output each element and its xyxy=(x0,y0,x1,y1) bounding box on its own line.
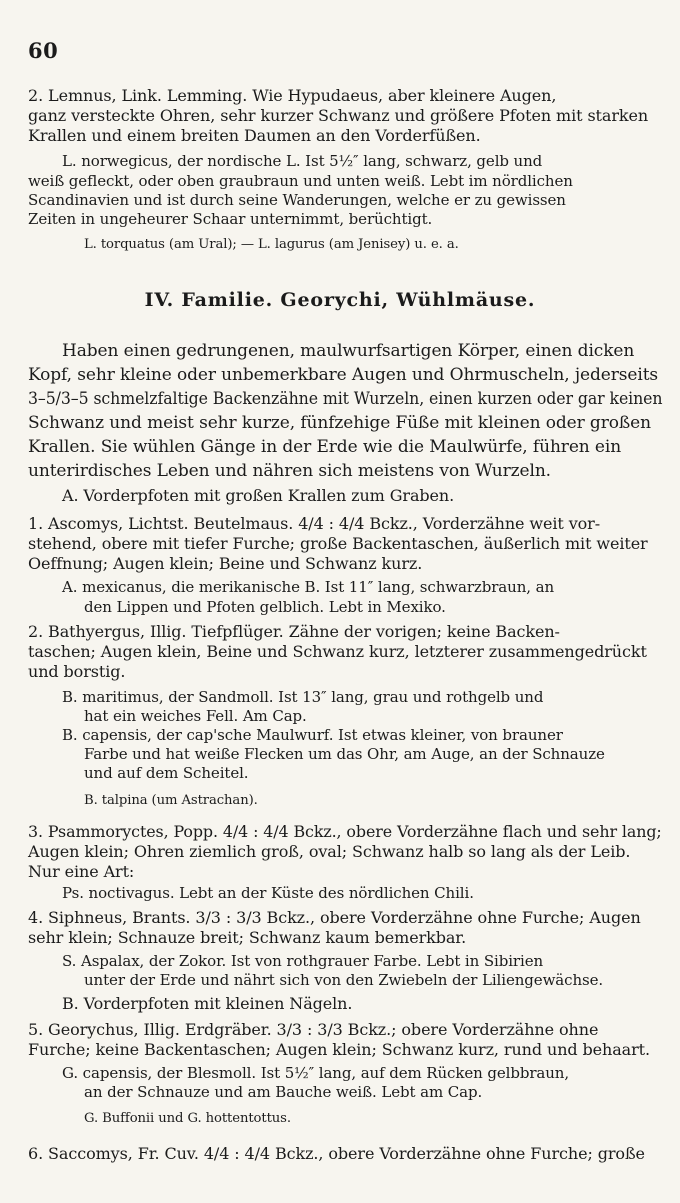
text-line: S. Aspalax, der Zokor. Ist von rothgrauer Farbe. Lebt in Sibirien xyxy=(62,952,544,970)
text-line: Scandinavien und ist durch seine Wanderungen, welche er zu gewissen xyxy=(28,191,566,209)
page-number: 60 xyxy=(28,38,59,63)
text-line: 3–5/3–5 schmelzfaltige Backenzähne mit Wurzeln, einen kurzen oder gar keinen xyxy=(28,389,663,409)
text-line: 5. Georychus, Illig. Erdgräber. 3/3 : 3/3 Bckz.; obere Vorderzähne ohne xyxy=(28,1020,599,1039)
text-line: Farbe und hat weiße Flecken um das Ohr, am Auge, an der Schnauze xyxy=(84,745,605,763)
text-line: Zeiten in ungeheurer Schaar unternimmt, berüchtigt. xyxy=(28,210,433,228)
text-line: ganz versteckte Ohren, sehr kurzer Schwanz und größere Pfoten mit starken xyxy=(28,106,649,125)
text-line: B. talpina (um Astrachan). xyxy=(84,793,258,808)
text-line: unterirdisches Leben und nähren sich meistens von Wurzeln. xyxy=(28,461,551,481)
text-line: weiß gefleckt, oder oben graubraun und unten weiß. Lebt im nördlichen xyxy=(28,172,573,190)
text-line: 1. Ascomys, Lichtst. Beutelmaus. 4/4 : 4/4 Bckz., Vorderzähne weit vor- xyxy=(28,514,601,533)
text-line: B. Vorderpfoten mit kleinen Nägeln. xyxy=(62,994,353,1013)
text-line: B. capensis, der cap'sche Maulwurf. Ist etwas kleiner, von brauner xyxy=(62,726,563,744)
text-line: unter der Erde und nährt sich von den Zwiebeln der Liliengewächse. xyxy=(84,971,604,989)
text-line: Ps. noctivagus. Lebt an der Küste des nördlichen Chili. xyxy=(62,884,474,902)
text-line: Kopf, sehr kleine oder unbemerkbare Augen und Ohrmuscheln, jederseits xyxy=(28,365,659,385)
text-line: A. Vorderpfoten mit großen Krallen zum Graben. xyxy=(62,486,455,505)
text-line: Augen klein; Ohren ziemlich groß, oval; Schwanz halb so lang als der Leib. xyxy=(28,842,631,861)
text-line: 3. Psammoryctes, Popp. 4/4 : 4/4 Bckz., obere Vorderzähne flach und sehr lang; xyxy=(28,822,662,841)
text-line: G. capensis, der Blesmoll. Ist 5½″ lang, auf dem Rücken gelbbraun, xyxy=(62,1064,570,1082)
text-line: taschen; Augen klein, Beine und Schwanz kurz, letzterer zusammengedrückt xyxy=(28,642,647,661)
text-line: Nur eine Art: xyxy=(28,862,135,881)
text-line: sehr klein; Schnauze breit; Schwanz kaum bemerkbar. xyxy=(28,928,467,947)
text-line: L. torquatus (am Ural); — L. lagurus (am Jenisey) u. e. a. xyxy=(84,237,459,252)
text-line: 4. Siphneus, Brants. 3/3 : 3/3 Bckz., obere Vorderzähne ohne Furche; Augen xyxy=(28,908,641,927)
text-line: 6. Saccomys, Fr. Cuv. 4/4 : 4/4 Bckz., obere Vorderzähne ohne Furche; große xyxy=(28,1144,645,1163)
text-line: stehend, obere mit tiefer Furche; große Backentaschen, äußerlich mit weiter xyxy=(28,534,648,553)
text-line: und auf dem Scheitel. xyxy=(84,764,249,782)
text-line: den Lippen und Pfoten gelblich. Lebt in Mexiko. xyxy=(84,598,446,616)
text-line: hat ein weiches Fell. Am Cap. xyxy=(84,707,307,725)
text-line: Krallen und einem breiten Daumen an den Vorderfüßen. xyxy=(28,126,481,145)
text-line: A. mexicanus, die merikanische B. Ist 11″ lang, schwarzbraun, an xyxy=(62,578,554,596)
text-line: B. maritimus, der Sandmoll. Ist 13″ lang, grau und rothgelb und xyxy=(62,688,544,706)
text-line: Oeffnung; Augen klein; Beine und Schwanz kurz. xyxy=(28,554,423,573)
text-line: Haben einen gedrungenen, maulwurfsartigen Körper, einen dicken xyxy=(62,341,635,361)
text-line: 2. Lemnus, Link. Lemming. Wie Hypudaeus, aber kleinere Augen, xyxy=(28,86,557,105)
text-line: 2. Bathyergus, Illig. Tiefpflüger. Zähne der vorigen; keine Backen- xyxy=(28,622,560,641)
text-line: Schwanz und meist sehr kurze, fünfzehige Füße mit kleinen oder großen xyxy=(28,413,651,433)
text-line: an der Schnauze und am Bauche weiß. Lebt am Cap. xyxy=(84,1083,483,1101)
text-line: Krallen. Sie wühlen Gänge in der Erde wie die Maulwürfe, führen ein xyxy=(28,437,622,457)
section-heading: IV. Familie. Georychi, Wühlmäuse. xyxy=(144,289,536,311)
text-line: Furche; keine Backentaschen; Augen klein; Schwanz kurz, rund und behaart. xyxy=(28,1040,650,1059)
text-line: L. norwegicus, der nordische L. Ist 5½″ lang, schwarz, gelb und xyxy=(62,152,543,170)
text-line: und borstig. xyxy=(28,662,126,681)
text-line: G. Buffonii und G. hottentottus. xyxy=(84,1111,291,1126)
